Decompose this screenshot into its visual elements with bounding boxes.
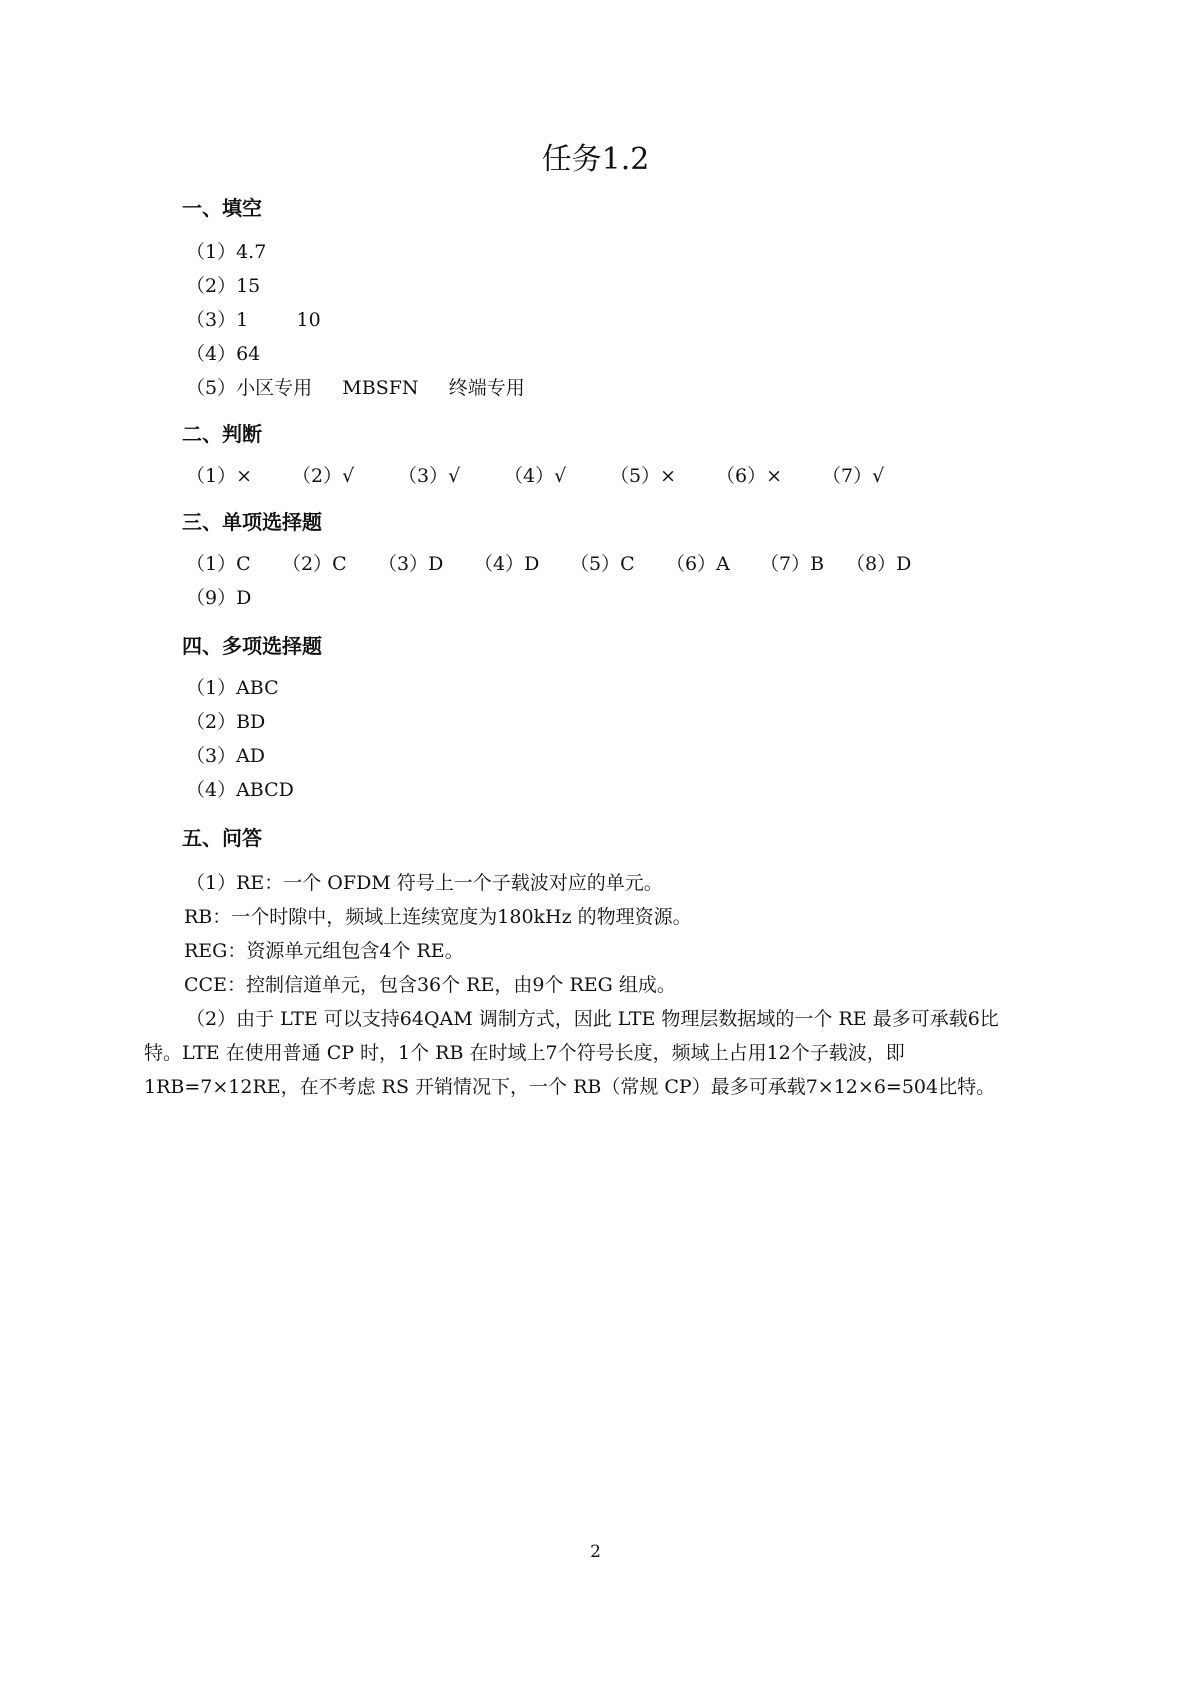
judge-item-5: （5）×: [610, 465, 677, 487]
page-number: 2: [590, 1542, 601, 1562]
single-item-1: （1）C: [186, 553, 251, 575]
multi-item-3: （3）AD: [186, 745, 266, 767]
judge-item-2: （2）√: [292, 465, 355, 487]
single-item-8: （8）D: [846, 553, 912, 575]
fill-item-5: （5）小区专用 MBSFN 终端专用: [186, 377, 525, 399]
section-heading-qa: 五、问答: [182, 826, 262, 850]
qa-paragraph-2: RB：一个时隙中，频域上连续宽度为180kHz 的物理资源。: [184, 906, 692, 928]
qa-answers: [144, 866, 1014, 1104]
single-item-6: （6）A: [666, 553, 730, 575]
qa-paragraph-4: CCE：控制信道单元，包含36个 RE，由9个 REG 组成。: [184, 974, 676, 996]
section-heading-fill: 一、填空: [182, 196, 262, 220]
judge-item-4: （4）√: [504, 465, 567, 487]
qa-paragraph-3: REG：资源单元组包含4个 RE。: [184, 940, 464, 962]
page-title: 任务1.2: [541, 142, 650, 177]
section-heading-judge: 二、判断: [182, 422, 262, 446]
fill-item-3: （3）1 10: [186, 309, 321, 331]
single-item-3: （3）D: [378, 553, 444, 575]
single-item-5: （5）C: [570, 553, 635, 575]
single-item-9: （9）D: [186, 587, 252, 609]
judge-item-7: （7）√: [822, 465, 885, 487]
section-heading-single: 三、单项选择题: [182, 510, 322, 534]
fill-item-4: （4）64: [186, 343, 261, 365]
judge-item-3: （3）√: [398, 465, 461, 487]
section-heading-multi: 四、多项选择题: [182, 634, 322, 658]
multi-item-4: （4）ABCD: [186, 779, 294, 801]
fill-item-2: （2）15: [186, 275, 261, 297]
judge-item-1: （1）×: [186, 465, 253, 487]
multi-item-2: （2）BD: [186, 711, 266, 733]
fill-item-1: （1）4.7: [186, 241, 267, 263]
multi-item-1: （1）ABC: [186, 677, 279, 699]
qa-paragraph-5: （2）由于 LTE 可以支持64QAM 调制方式，因此 LTE 物理层数据域的一个 RE 最多可承载6比特。LTE 在使用普通 CP 时，1个 RB 在时域上7个符号长度，频域上占用12个子载波，即1RB=7×12RE，在不考虑 RS 开销情况下，一个 RB（常规 CP）最多可承载7×12×6=504比特。: [144, 1008, 999, 1098]
single-item-7: （7）B: [760, 553, 825, 575]
qa-paragraph-1: （1）RE：一个 OFDM 符号上一个子载波对应的单元。: [186, 872, 663, 894]
single-item-4: （4）D: [474, 553, 540, 575]
single-item-2: （2）C: [282, 553, 347, 575]
judge-item-6: （6）×: [716, 465, 783, 487]
